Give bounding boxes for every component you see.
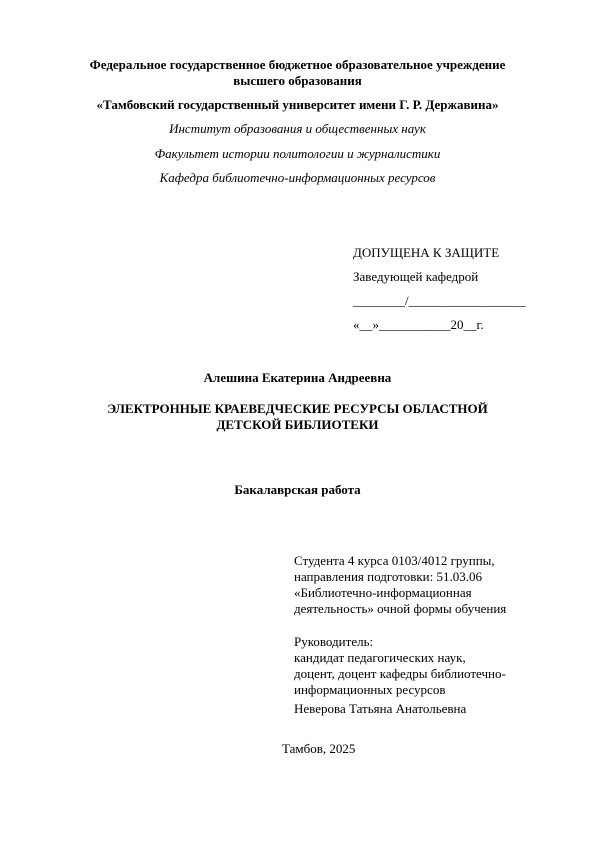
approval-title: ДОПУЩЕНА К ЗАЩИТЕ bbox=[353, 245, 500, 260]
supervisor-line-2: доцент, доцент кафедры библиотечно- bbox=[294, 666, 506, 681]
student-info-line-1: Студента 4 курса 0103/4012 группы, bbox=[294, 553, 495, 568]
thesis-title-line-2: ДЕТСКОЙ БИБЛИОТЕКИ bbox=[216, 417, 379, 432]
work-type: Бакалаврская работа bbox=[234, 482, 361, 497]
approval-role: Заведующей кафедрой bbox=[353, 269, 479, 284]
supervisor-info bbox=[294, 634, 506, 717]
student-info-line-2: направления подготовки: 51.03.06 bbox=[294, 569, 482, 584]
author-name: Алешина Екатерина Андреевна bbox=[203, 370, 392, 385]
student-info-line-3: «Библиотечно-информационная bbox=[294, 585, 472, 600]
supervisor-line-1: кандидат педагогических наук, bbox=[294, 650, 466, 665]
approval-date-line: «__»___________20__г. bbox=[353, 317, 484, 332]
student-info bbox=[294, 553, 506, 617]
approval-signature-line: ________/__________________ bbox=[353, 293, 526, 308]
department-name: Кафедра библиотечно-информационных ресурсов bbox=[159, 170, 436, 185]
university-name: «Тамбовский государственный университет имени Г. Р. Державина» bbox=[96, 97, 499, 112]
supervisor-line-3: информационных ресурсов bbox=[294, 682, 446, 697]
org-line-2: высшего образования bbox=[233, 73, 362, 88]
city-year: Тамбов, 2025 bbox=[282, 741, 356, 756]
thesis-title-line-1: ЭЛЕКТРОННЫЕ КРАЕВЕДЧЕСКИЕ РЕСУРСЫ ОБЛАСТНОЙ bbox=[107, 401, 488, 416]
institute-name: Институт образования и общественных наук bbox=[169, 121, 426, 136]
approval-block bbox=[353, 245, 526, 341]
org-line-1: Федеральное государственное бюджетное образовательное учреждение bbox=[89, 57, 506, 72]
supervisor-label: Руководитель: bbox=[294, 634, 374, 649]
faculty-name: Факультет истории политологии и журналистики bbox=[154, 146, 441, 161]
supervisor-name: Неверова Татьяна Анатольевна bbox=[294, 701, 467, 716]
student-info-line-4: деятельность» очной формы обучения bbox=[294, 601, 507, 616]
